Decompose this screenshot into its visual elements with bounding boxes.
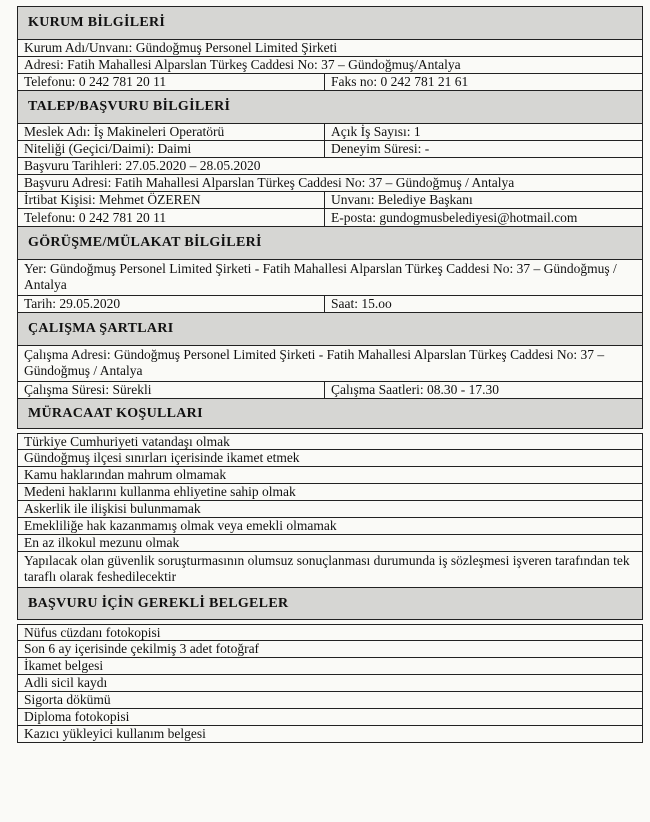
list-item (17, 552, 643, 588)
belge-item: Kazıcı yükleyici kullanım belgesi (24, 726, 206, 741)
muracaat-item: Türkiye Cumhuriyeti vatandaşı olmak (24, 434, 230, 449)
row-nitelik (17, 141, 643, 158)
row-kurum-adi (17, 40, 643, 57)
section-kurum-title: KURUM BİLGİLERİ (17, 6, 643, 40)
muracaat-item: Gündoğmuş ilçesi sınırları içerisinde ikamet etmek (24, 450, 300, 465)
list-item (17, 726, 643, 743)
list-item (17, 433, 643, 450)
section-talep-title: TALEP/BAŞVURU BİLGİLERİ (17, 91, 643, 124)
list-item (17, 675, 643, 692)
belge-item: Adli sicil kaydı (24, 675, 108, 690)
list-item (17, 658, 643, 675)
section-gorusme-title: GÖRÜŞME/MÜLAKAT BİLGİLERİ (17, 227, 643, 260)
muracaat-item: En az ilkokul mezunu olmak (24, 535, 180, 550)
belge-item: Diploma fotokopisi (24, 709, 130, 724)
basvuru-adresi: Başvuru Adresi: Fatih Mahallesi Alparslan Türkeş Caddesi No: 37 – Gündoğmuş / Antalya (24, 175, 515, 190)
belge-item: Sigorta dökümü (24, 692, 111, 707)
section-belgeler-title: BAŞVURU İÇİN GEREKLİ BELGELER (17, 588, 643, 620)
row-gorusme-yer (17, 260, 643, 296)
calisma-saatleri: Çalışma Saatleri: 08.30 - 17.30 (324, 382, 642, 398)
list-item (17, 624, 643, 641)
deneyim-suresi: Deneyim Süresi: - (324, 141, 642, 157)
muracaat-item: Emekliliğe hak kazanmamış olmak veya emekli olmamak (24, 518, 337, 533)
eposta: E-posta: gundogmusbelediyesi@hotmail.com (324, 209, 642, 226)
calisma-suresi: Çalışma Süresi: Sürekli (24, 382, 152, 397)
row-gorusme-tarih (17, 296, 643, 313)
belge-item: Son 6 ay içerisinde çekilmiş 3 adet fotoğraf (24, 641, 260, 656)
list-item (17, 518, 643, 535)
list-item (17, 501, 643, 518)
talep-telefon: Telefonu: 0 242 781 20 11 (24, 209, 167, 225)
section-muracaat-title: MÜRACAAT KOŞULLARI (17, 399, 643, 429)
row-calisma-adres (17, 346, 643, 382)
row-meslek (17, 124, 643, 141)
section-calisma-title: ÇALIŞMA ŞARTLARI (17, 313, 643, 346)
list-item (17, 692, 643, 709)
belge-item: İkamet belgesi (24, 658, 104, 673)
muracaat-item: Kamu haklarından mahrum olmamak (24, 467, 227, 482)
list-item (17, 467, 643, 484)
gorusme-yer: Yer: Gündoğmuş Personel Limited Şirketi - Fatih Mahallesi Alparslan Türkeş Caddesi No: 37 – Gündoğmuş / Antalya (24, 261, 617, 292)
muracaat-item: Yapılacak olan güvenlik soruşturmasının olumsuz sonuçlanması durumunda iş sözleşmesi işveren tarafından tek taraflı olarak feshedilecektir (24, 553, 630, 584)
list-item (17, 535, 643, 552)
list-item (17, 484, 643, 501)
acik-is-sayisi: Açık İş Sayısı: 1 (324, 124, 642, 140)
kurum-telefon: Telefonu: 0 242 781 20 11 (24, 74, 167, 89)
row-basvuru-tarihleri (17, 158, 643, 175)
basvuru-tarihleri: Başvuru Tarihleri: 27.05.2020 – 28.05.2020 (24, 158, 261, 173)
kurum-adres: Adresi: Fatih Mahallesi Alparslan Türkeş Caddesi No: 37 – Gündoğmuş/Antalya (24, 57, 461, 72)
meslek-adi: Meslek Adı: İş Makineleri Operatörü (24, 124, 225, 139)
form-sheet (17, 6, 643, 743)
niteligi: Niteliği (Geçici/Daimi): Daimi (24, 141, 192, 156)
gorusme-tarih: Tarih: 29.05.2020 (24, 296, 121, 311)
gorusme-saat: Saat: 15.oo (324, 296, 642, 312)
kurum-adi: Kurum Adı/Unvanı: Gündoğmuş Personel Limited Şirketi (24, 40, 338, 55)
irtibat-kisisi: İrtibat Kişisi: Mehmet ÖZEREN (24, 192, 201, 207)
kurum-faks: Faks no: 0 242 781 21 61 (324, 74, 642, 90)
muracaat-item: Medeni haklarını kullanma ehliyetine sahip olmak (24, 484, 296, 499)
unvani: Unvanı: Belediye Başkanı (324, 192, 642, 208)
row-talep-telefon (17, 209, 643, 227)
list-item (17, 709, 643, 726)
row-kurum-adres (17, 57, 643, 74)
list-item (17, 450, 643, 467)
calisma-adresi: Çalışma Adresi: Gündoğmuş Personel Limited Şirketi - Fatih Mahallesi Alparslan Türkeş Caddesi No: 37 – Gündoğmuş / Antalya (24, 347, 605, 378)
row-calisma-sure (17, 382, 643, 399)
list-item (17, 641, 643, 658)
row-kurum-telefon (17, 74, 643, 91)
muracaat-item: Askerlik ile ilişkisi bulunmamak (24, 501, 201, 516)
belge-item: Nüfus cüzdanı fotokopisi (24, 625, 161, 640)
row-irtibat (17, 192, 643, 209)
row-basvuru-adresi (17, 175, 643, 192)
